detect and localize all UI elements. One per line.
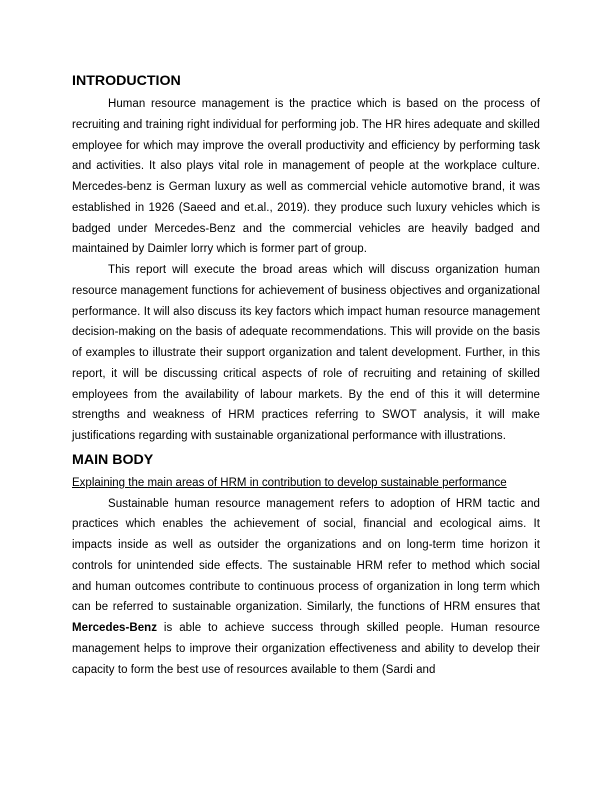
paragraph-text-start: Sustainable human resource management refers to adoption of HRM tactic and practices which enables the achievement of social, financial and ecological aims. It impacts inside as well as outsider the organizations and on long-term time horizon it controls for unintended side effects. The sustainable HRM refer to method which social and human outcomes contribute to continuous process of organization in long term which can be referred to sustainable organization. Similarly, the functions of HRM ensures that <box>72 497 540 614</box>
paragraph-text-end: is able to achieve success through skilled people. Human resource management helps to improve their organization effectiveness and ability to develop their capacity to form the best use of resources available to them (Sardi and <box>72 622 540 676</box>
document-page <box>72 68 540 680</box>
company-name-bold: Mercedes-Benz <box>72 622 158 634</box>
main-body-subheading: Explaining the main areas of HRM in contribution to develop sustainable performance <box>72 476 507 489</box>
main-body-paragraph-1 <box>72 494 540 681</box>
introduction-heading: INTRODUCTION <box>72 73 181 89</box>
introduction-paragraph-2: This report will execute the broad areas which will discuss organization human resource management functions for achievement of business objectives and organizational performance. It will also discuss its key factors which impact human resource management decision-making on the basis of adequate recommendations. This will provide on the basis of examples to illustrate their support organization and talent development. Further, in this report, it will be discussing critical aspects of role of recruiting and retaining of skilled employees from the availability of labour markets. By the end of this it will determine strengths and weakness of HRM practices referring to SWOT analysis, it will make justifications regarding with sustainable organizational performance with illustrations. <box>72 264 540 442</box>
main-body-heading: MAIN BODY <box>72 451 154 468</box>
introduction-paragraph-1: Human resource management is the practice which is based on the process of recruiting and training right individual for performing job. The HR hires adequate and skilled employee for which may improve the overall productivity and efficiency by performing task and activities. It also plays vital role in management of people at the workplace culture. Mercedes-benz is German luxury as well as commercial vehicle automotive brand, it was established in 1926 (Saeed and et.al., 2019). they produce such luxury vehicles which is badged under Mercedes-Benz and the commercial vehicles are heavily badged and maintained by Daimler lorry which is former part of group. <box>72 98 540 256</box>
